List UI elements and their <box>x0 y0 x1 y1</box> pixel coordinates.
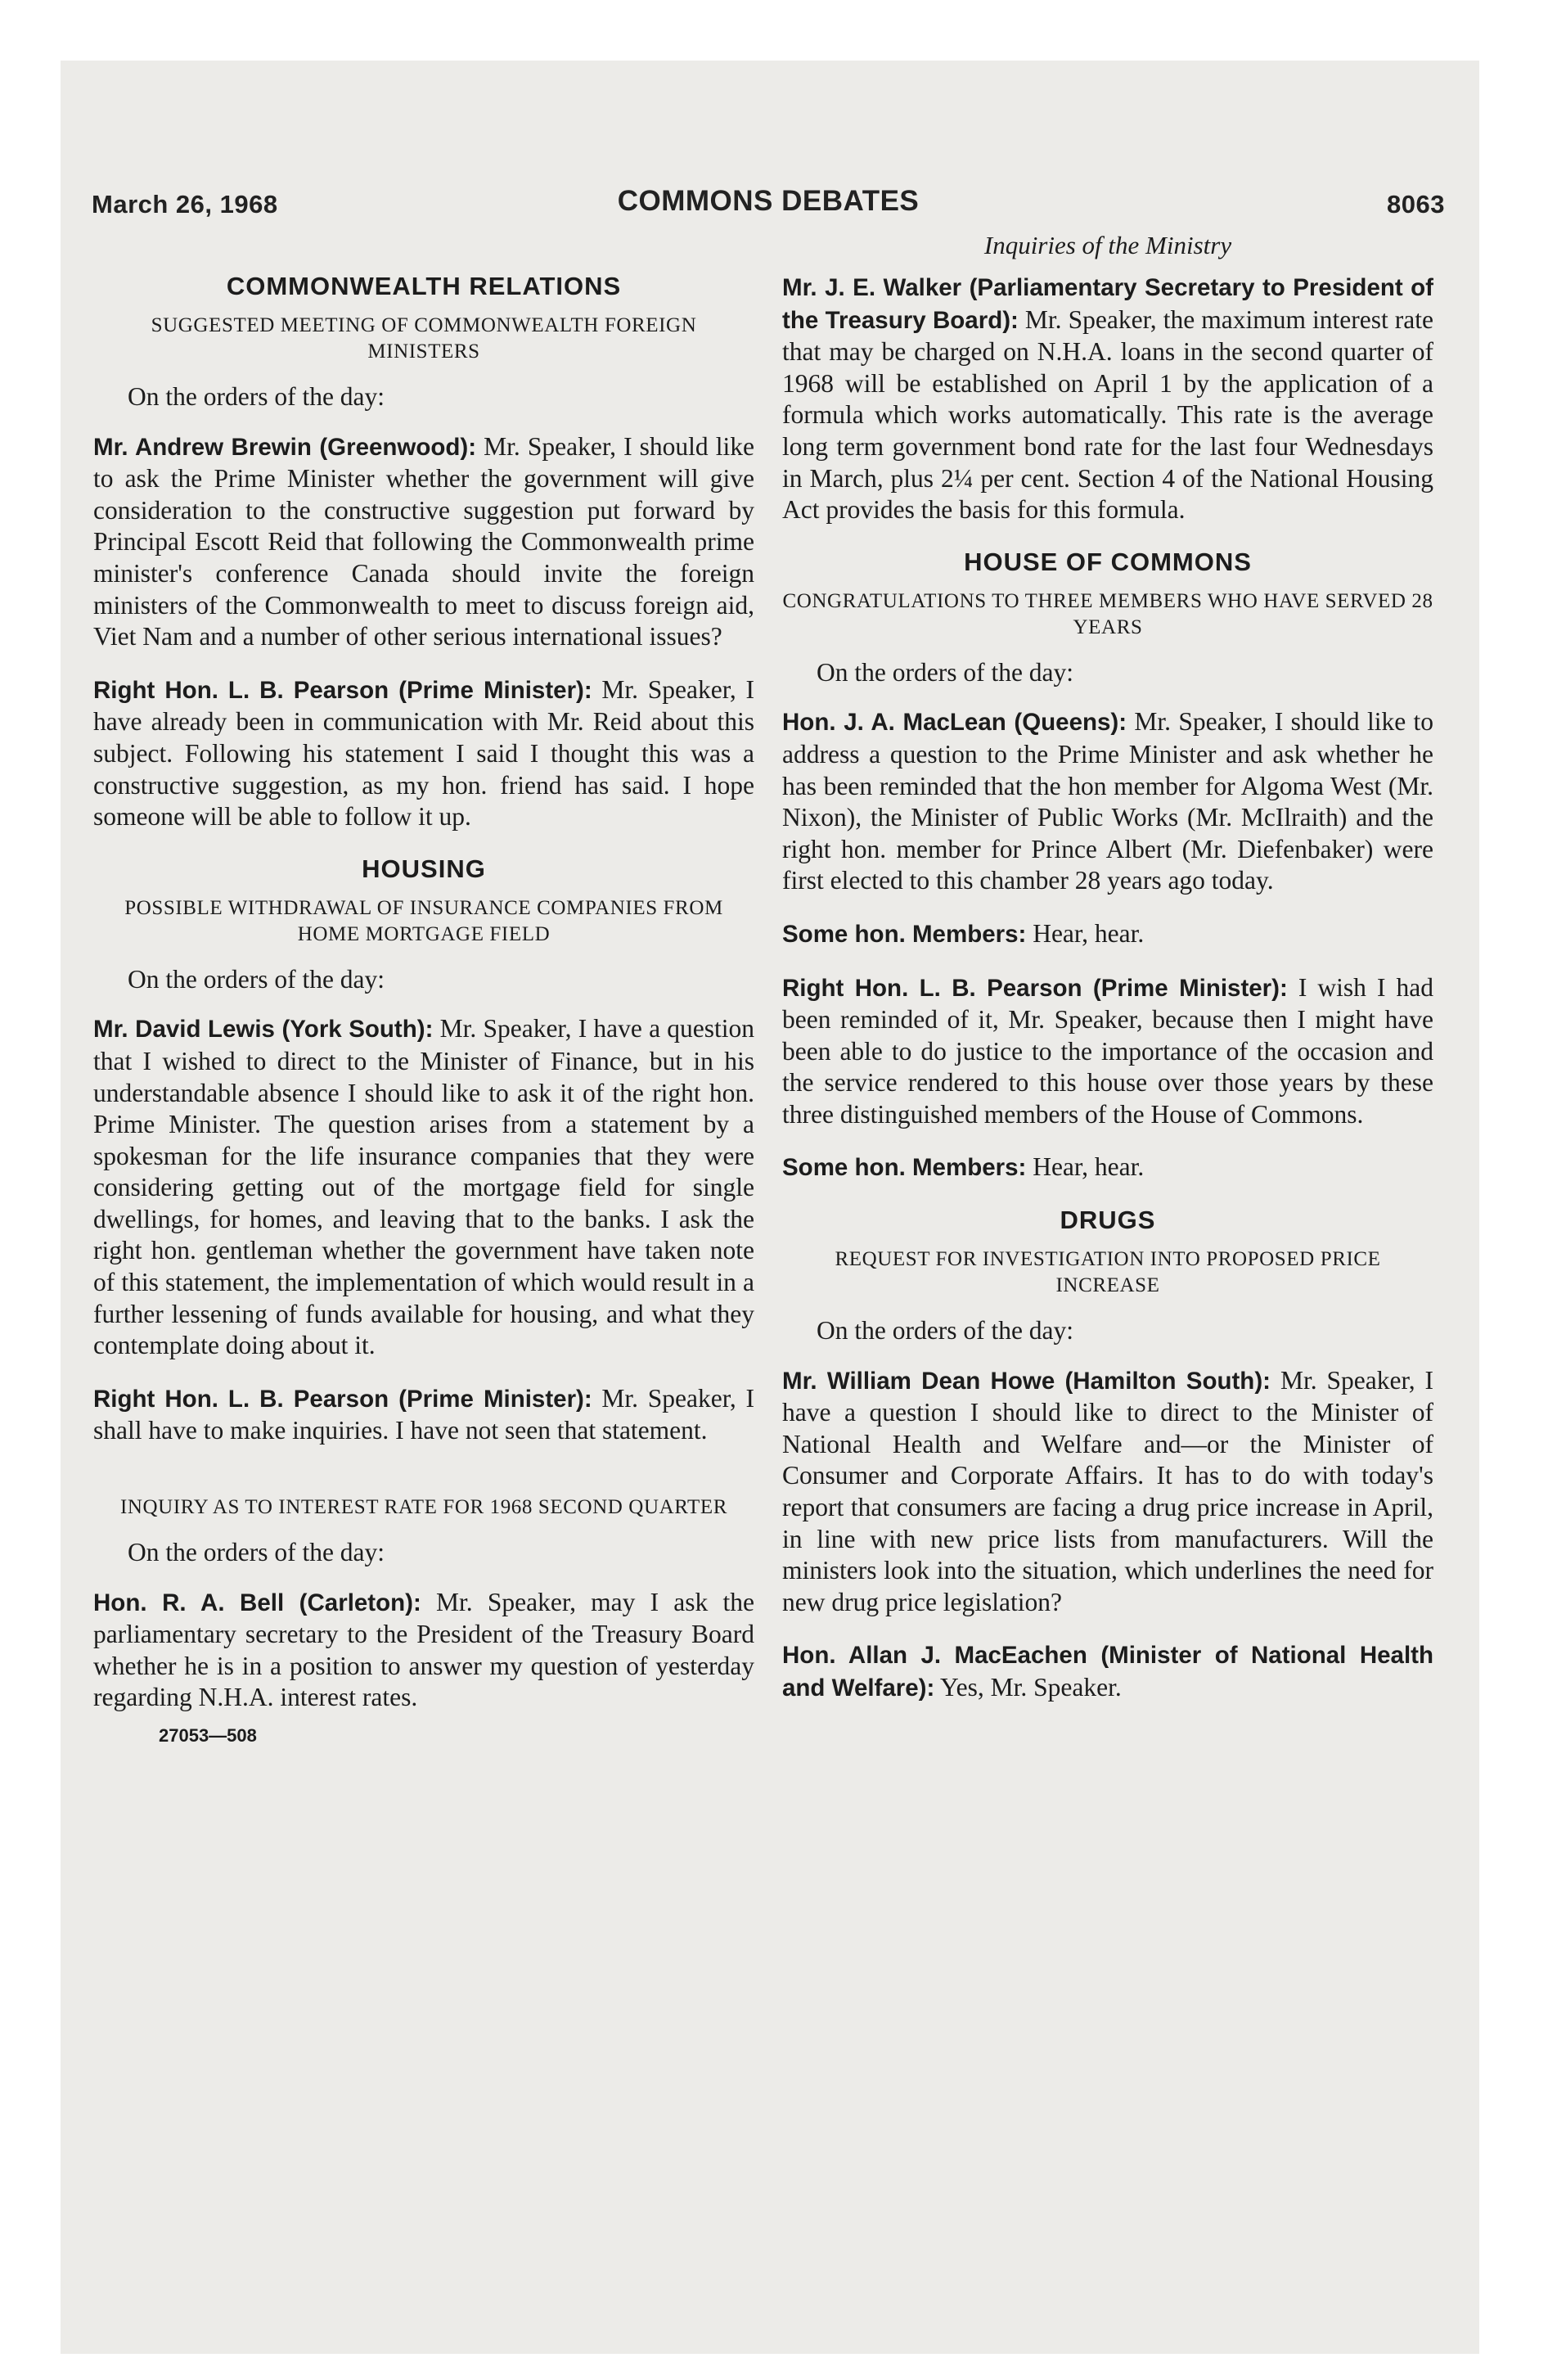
speech-paragraph <box>93 431 754 653</box>
speech-text: Mr. Speaker, I have a question that I wished to direct to the Minister of Finance, but in his understandable absence I should like to ask it of the right hon. Prime Minister. The question arises from a statement by a spokesman for the life insurance companies that they were considering getting out of the mortgage field for single dwellings, for homes, and leaving that to the banks. I ask the right hon. gentleman whether the government have taken note of this statement, the implementation of which would result in a further lessening of funds available for housing, and what they contemplate doing about it. <box>93 1014 755 1360</box>
orders-of-day: On the orders of the day: <box>128 382 385 411</box>
speech-text: Mr. Speaker, I have a question I should like to direct to the Minister of National Health and Welfare and—or the Minister of Consumer and Corporate Affairs. It has to do with today's report that consumers are facing a drug price increase in April, in line with new price lists from manufacturers. Will the ministers look into the situation, which underlines the need for new drug price legislation? <box>782 1365 1434 1616</box>
speaker-name: Mr. Andrew Brewin (Greenwood): <box>93 433 477 461</box>
speech-paragraph <box>782 1639 1433 1704</box>
left-column <box>93 231 754 1747</box>
speaker-name: Some hon. Members: <box>782 920 1027 948</box>
speech-text: Mr. Speaker, may I ask the parliamentary secretary to the President of the Treasury Board whether he is in a position to answer my question of yesterday regarding N.H.A. interest rates. <box>93 1587 754 1712</box>
orders-of-day: On the orders of the day: <box>817 1316 1074 1346</box>
speaker-name: Hon. J. A. MacLean (Queens): <box>782 709 1127 737</box>
subsection-heading: POSSIBLE WITHDRAWAL OF INSURANCE COMPANIES FROM HOME MORTGAGE FIELD <box>124 896 723 945</box>
subsection-heading: INQUIRY AS TO INTEREST RATE FOR 1968 SECOND QUARTER <box>119 1496 728 1519</box>
speech-text: Hear, hear. <box>1033 918 1145 948</box>
speech-text: Mr. Speaker, I shall have to make inquiries. I have not seen that statement. <box>93 1383 754 1445</box>
speech-paragraph <box>782 272 1433 526</box>
orders-of-day: On the orders of the day: <box>817 657 1074 687</box>
speaker-name: Right Hon. L. B. Pearson (Prime Minister): <box>782 974 1288 1002</box>
page-header <box>92 185 1445 234</box>
speaker-name: Some hon. Members: <box>782 1154 1027 1182</box>
section-heading: COMMONWEALTH RELATIONS <box>226 272 622 300</box>
section-heading: DRUGS <box>1060 1206 1156 1235</box>
speech-text: Mr. Speaker, I should like to address a question to the Prime Minister and ask whether he has been reminded that the hon member for Algoma West (Mr. Nixon), the Minister of Public Works (Mr. McIlraith) and the right hon. member for Prince Albert (Mr. Diefenbaker) were first elected to this chamber 28 years ago today. <box>782 707 1434 895</box>
page-number: 8063 <box>1387 190 1445 219</box>
speech-paragraph <box>782 1152 1433 1184</box>
speaker-name: Hon. Allan J. MacEachen (Minister of National Health and Welfare): <box>782 1642 1433 1702</box>
speech-paragraph <box>93 674 754 833</box>
orders-of-day: On the orders of the day: <box>128 1538 385 1567</box>
subsection-heading: CONGRATULATIONS TO THREE MEMBERS WHO HAVE SERVED 28 YEARS <box>782 589 1433 638</box>
speaker-name: Mr. David Lewis (York South): <box>93 1016 434 1044</box>
speech-text: I wish I had been reminded of it, Mr. Speaker, because then I might have been able to do justice to the importance of the occasion and the service rendered to this house over those years by these three distinguished members of the House of Commons. <box>782 972 1434 1129</box>
running-head: Inquiries of the Ministry <box>983 231 1232 259</box>
speech-text: Mr. Speaker, I should like to ask the Prime Minister whether the government will give consideration to the constructive suggestion put forward by Principal Escott Reid that following the Commonwealth prime minister's conference Canada should invite the foreign ministers of the Commonwealth to meet to discuss foreign aid, Viet Nam and a number of other serious international issues? <box>93 431 755 651</box>
section-heading: HOUSE OF COMMONS <box>964 547 1252 576</box>
speech-text: Yes, Mr. Speaker. <box>940 1673 1122 1702</box>
right-column <box>782 231 1433 1726</box>
header-title: COMMONS DEBATES <box>617 185 920 217</box>
speech-paragraph <box>93 1383 754 1447</box>
subsection-heading: SUGGESTED MEETING OF COMMONWEALTH FOREIGN MINISTERS <box>151 314 697 363</box>
subsection-heading: REQUEST FOR INVESTIGATION INTO PROPOSED PRICE INCREASE <box>835 1248 1381 1297</box>
speech-paragraph <box>93 1013 754 1362</box>
speech-text: Mr. Speaker, I have already been in communication with Mr. Reid about this subject. Following his statement I said I thought this was a constructive suggestion, as my hon. friend has said. I hope someone will be able to follow it up. <box>93 674 754 832</box>
speaker-name: Right Hon. L. B. Pearson (Prime Minister): <box>93 676 592 704</box>
speech-paragraph <box>93 1587 754 1714</box>
header-date: March 26, 1968 <box>92 190 278 219</box>
speech-text: Hear, hear. <box>1033 1152 1145 1182</box>
speech-paragraph <box>782 1365 1433 1619</box>
speaker-name: Hon. R. A. Bell (Carleton): <box>93 1589 421 1616</box>
section-heading: HOUSING <box>362 854 486 883</box>
speaker-name: Right Hon. L. B. Pearson (Prime Minister): <box>93 1385 592 1413</box>
orders-of-day: On the orders of the day: <box>128 964 385 994</box>
speech-paragraph <box>782 972 1433 1131</box>
speaker-name: Mr. William Dean Howe (Hamilton South): <box>782 1367 1271 1395</box>
speaker-name: Mr. J. E. Walker (Parliamentary Secretary to President of the Treasury Board): <box>782 274 1433 334</box>
speech-paragraph <box>782 706 1433 897</box>
speech-paragraph <box>782 918 1433 951</box>
footnote: 27053—508 <box>159 1725 257 1746</box>
speech-text: Mr. Speaker, the maximum interest rate that may be charged on N.H.A. loans in the second quarter of 1968 will be established on April 1 by the application of a formula which works automatically. This rate is the average long term government bond rate for the last four Wednesdays in March, plus 2¼ per cent. Section 4 of the National Housing Act provides the basis for this formula. <box>782 304 1433 525</box>
